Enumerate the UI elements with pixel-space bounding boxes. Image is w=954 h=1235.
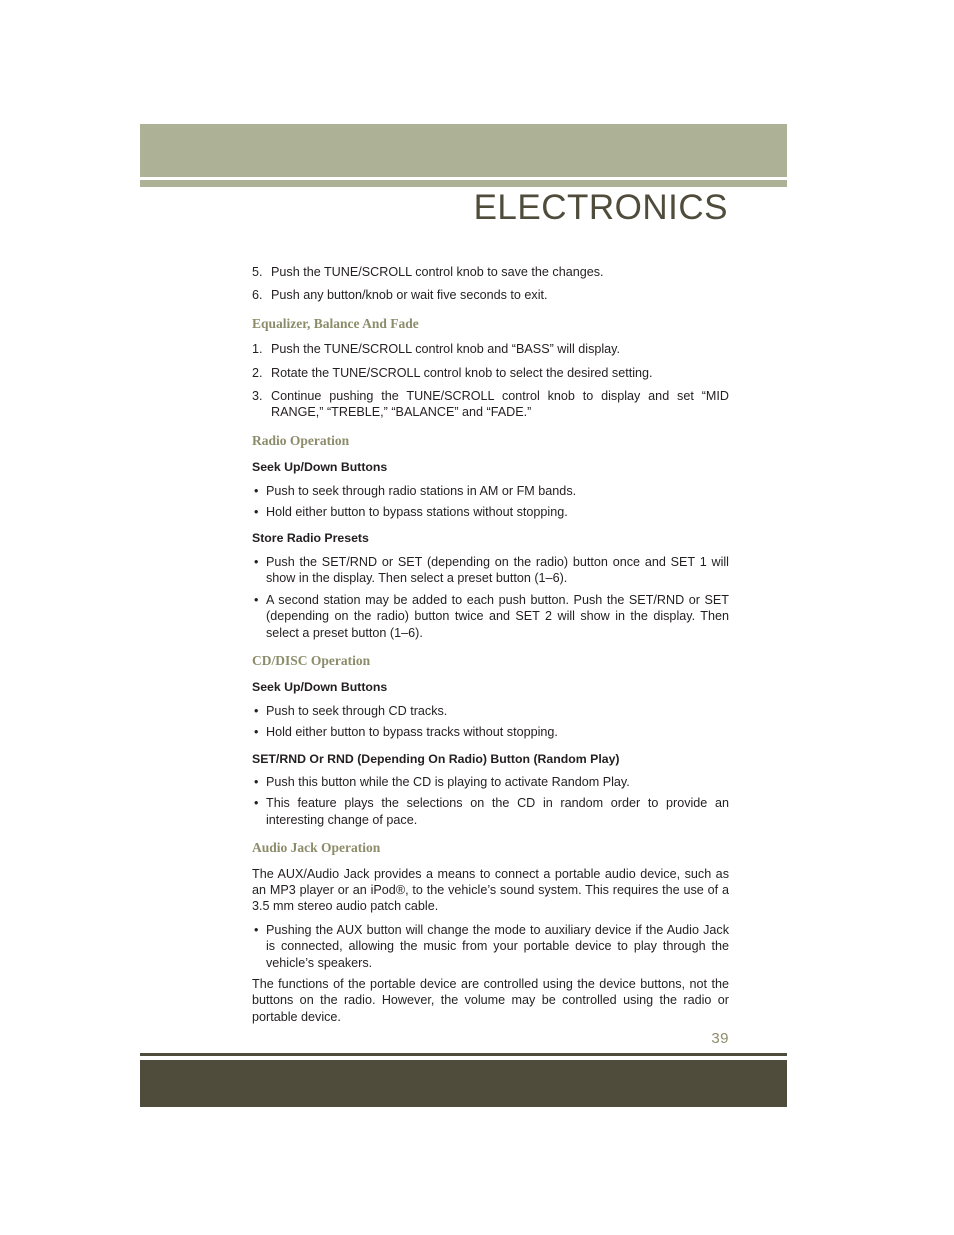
page-number: 39 xyxy=(711,1030,729,1047)
list-item: • Push this button while the CD is playing to activate Random Play. xyxy=(254,774,630,789)
bullet-icon: • xyxy=(254,554,259,569)
radio-seek-heading: Seek Up/Down Buttons xyxy=(252,460,388,475)
list-item: • Hold either button to bypass tracks without stopping. xyxy=(254,725,558,740)
intro-step: 5. Push the TUNE/SCROLL control knob to save the changes. xyxy=(252,265,604,279)
list-item: • Push to seek through radio stations in AM or FM bands. xyxy=(254,483,577,498)
header-band xyxy=(140,124,787,177)
bullet-icon: • xyxy=(254,592,259,607)
footer-rule xyxy=(140,1053,787,1056)
list-item: • Pushing the AUX button will change the mode to auxiliary device if the Audio Jack is connected, allowing the music from your portable device to play through the vehicle’s speakers. xyxy=(254,922,729,970)
equalizer-step: 2. Rotate the TUNE/SCROLL control knob to select the desired setting. xyxy=(252,365,653,380)
radio-heading: Radio Operation xyxy=(252,432,350,448)
list-item: • Push to seek through CD tracks. xyxy=(254,703,448,718)
audio-jack-paragraph: The functions of the portable device are controlled using the device buttons, not the buttons on the radio. However, the volume may be controlled using the radio or portable device. xyxy=(252,977,729,1024)
bullet-icon: • xyxy=(254,774,259,789)
equalizer-heading: Equalizer, Balance And Fade xyxy=(252,315,419,331)
page-content xyxy=(252,264,729,1032)
section-title: ELECTRONICS xyxy=(473,188,728,227)
list-item: • A second station may be added to each push button. Push the SET/RND or SET (depending on the radio) button twice and SET 2 will show in the display. Then select a preset button (1–6). xyxy=(254,592,729,640)
bullet-icon: • xyxy=(254,796,259,811)
footer-band xyxy=(140,1060,787,1107)
audio-jack-paragraph: The AUX/Audio Jack provides a means to connect a portable audio device, such as an MP3 player or an iPod®, to the vehicle’s sound system. This requires the use of a 3.5 mm stereo audio patch cable. xyxy=(252,866,729,914)
list-item: • Hold either button to bypass stations without stopping. xyxy=(254,505,568,520)
list-item: • Push the SET/RND or SET (depending on the radio) button once and SET 1 will show in the display. Then select a preset button (1–6). xyxy=(254,554,729,586)
radio-presets-heading: Store Radio Presets xyxy=(252,531,369,546)
bullet-icon: • xyxy=(254,703,259,718)
cd-seek-heading: Seek Up/Down Buttons xyxy=(252,680,388,695)
cd-random-heading: SET/RND Or RND (Depending On Radio) Button (Random Play) xyxy=(252,751,620,766)
bullet-icon: • xyxy=(254,922,259,937)
bullet-icon: • xyxy=(254,725,259,740)
intro-step: 6. Push any button/knob or wait five seconds to exit. xyxy=(252,288,548,303)
bullet-icon: • xyxy=(254,483,259,498)
equalizer-step: 3. Continue pushing the TUNE/SCROLL control knob to display and set “MID RANGE,” “TREBLE,” “BALANCE” and “FADE.” xyxy=(252,389,729,420)
header-rule xyxy=(140,180,787,187)
list-item: • This feature plays the selections on the CD in random order to provide an interesting change of pace. xyxy=(254,796,729,827)
bullet-icon: • xyxy=(254,505,259,520)
audio-jack-heading: Audio Jack Operation xyxy=(252,840,381,856)
cd-heading: CD/DISC Operation xyxy=(252,652,371,668)
equalizer-step: 1. Push the TUNE/SCROLL control knob and “BASS” will display. xyxy=(252,342,621,357)
